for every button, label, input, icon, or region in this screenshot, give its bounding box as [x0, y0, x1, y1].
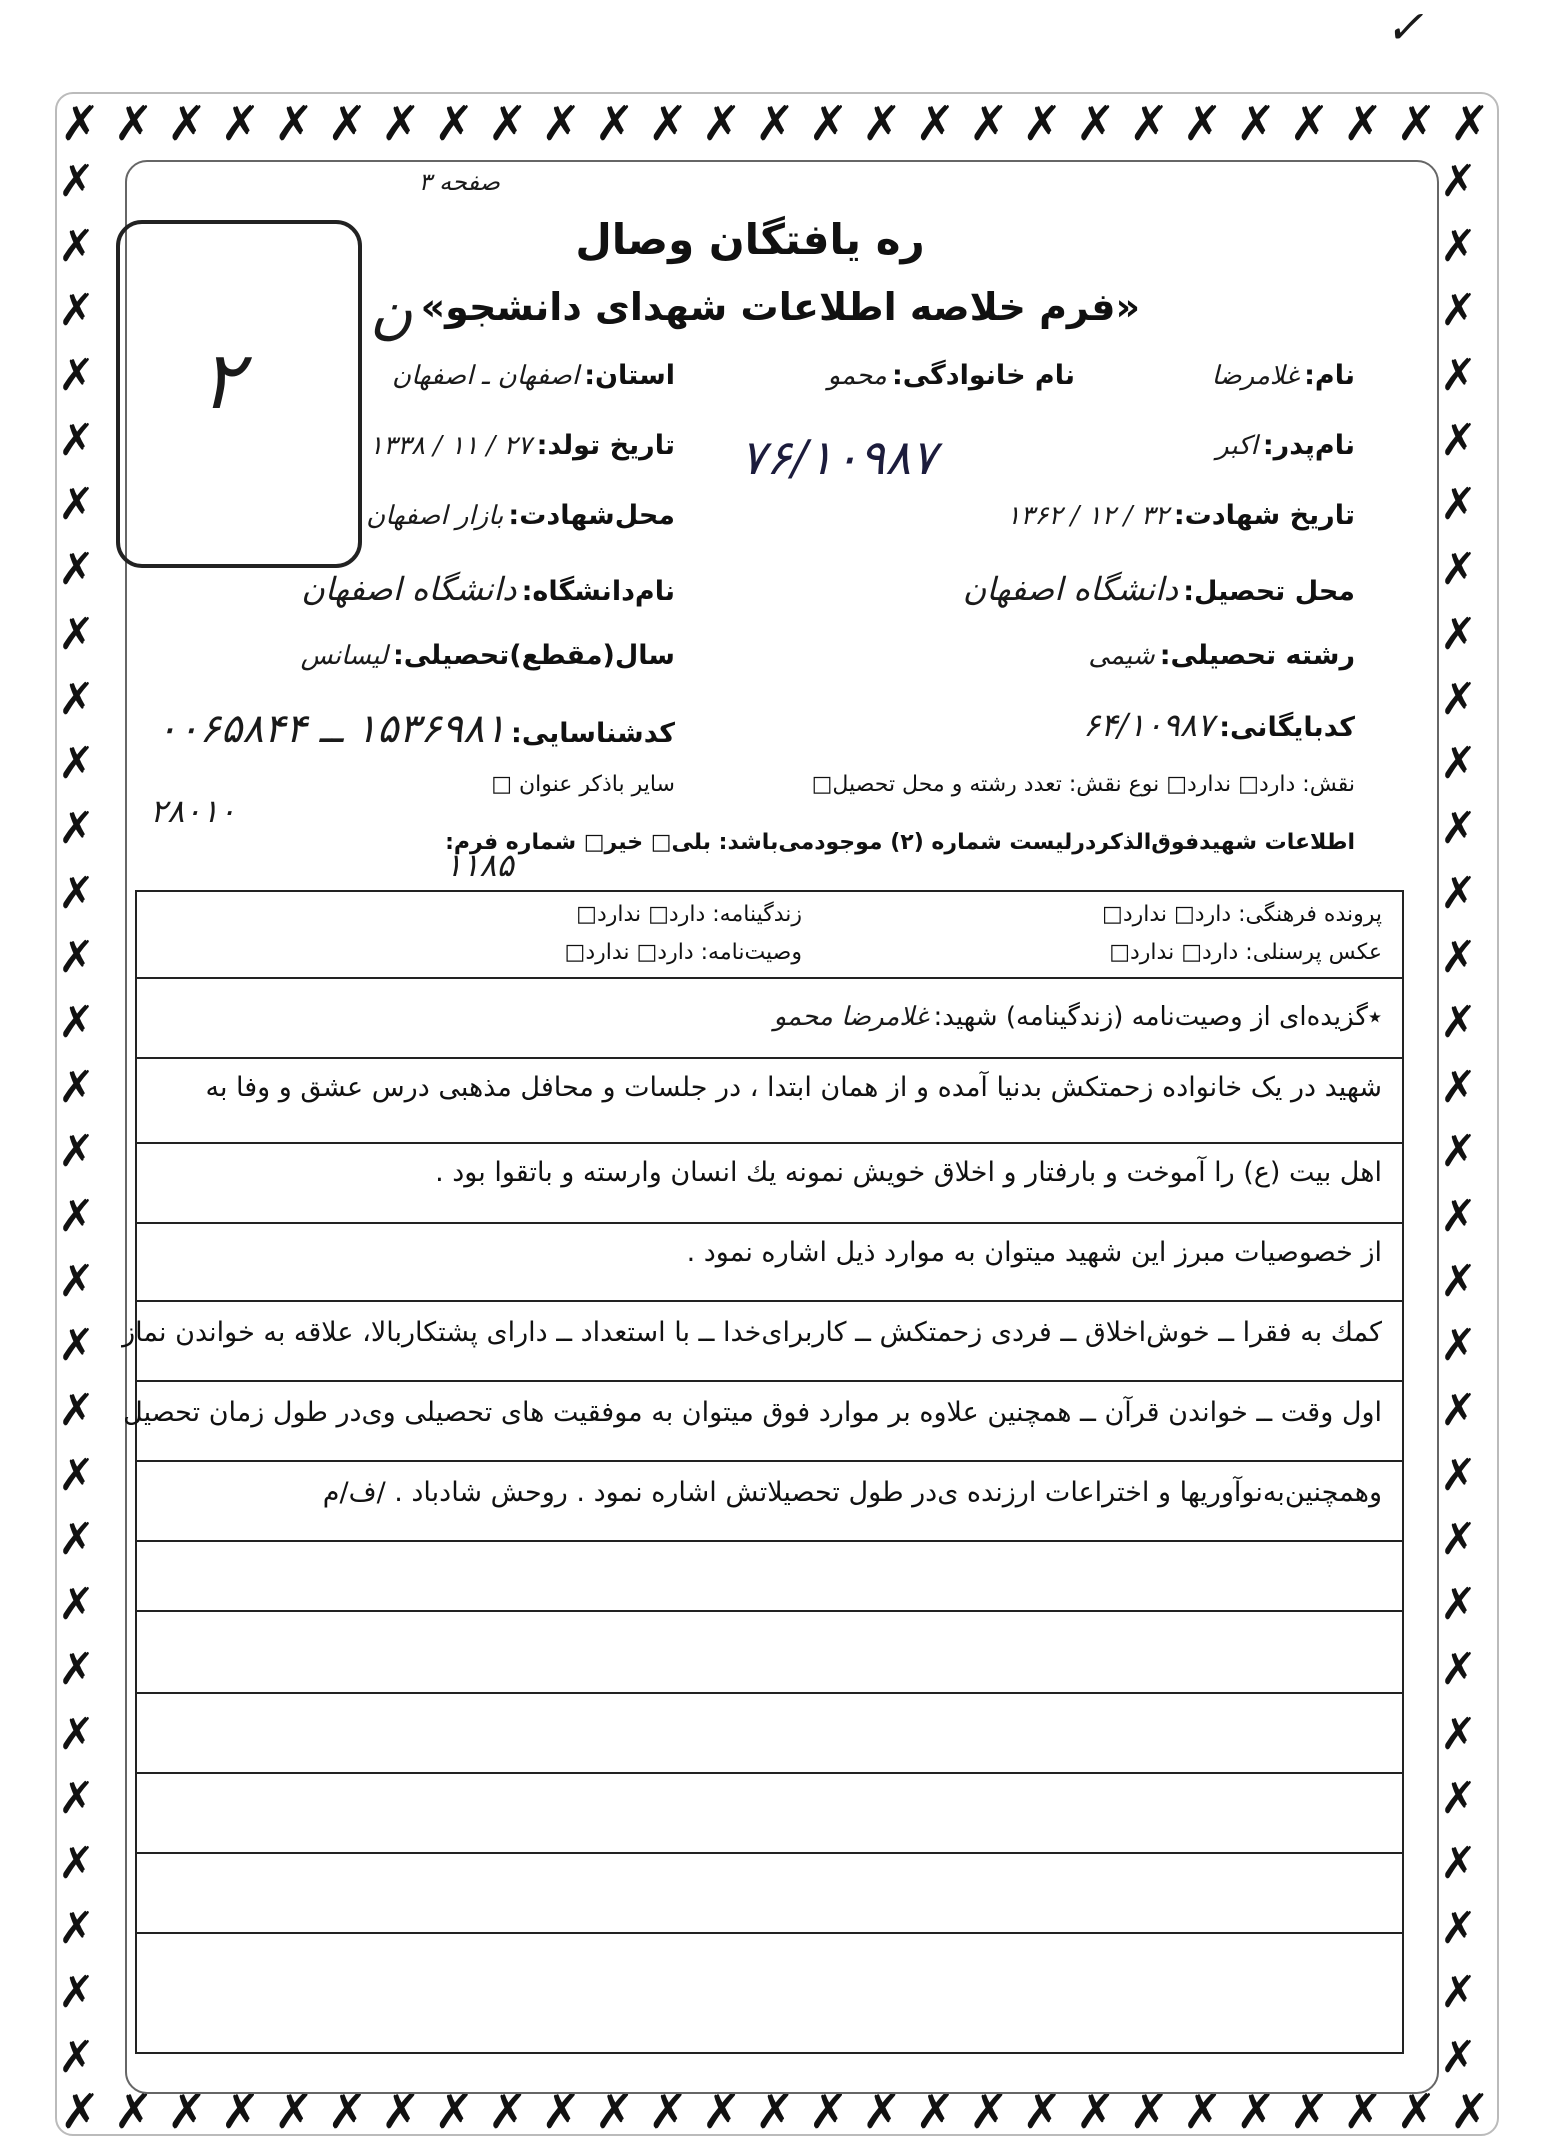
- essay-line: وهمچنین‌به‌نوآوریها و اختراعات ارزنده ی‌در طول تحصیلاتش اشاره نمود . روحش شادباد . /ف/م: [322, 1477, 1382, 1508]
- ornament-glyph: ✗: [58, 1643, 95, 1695]
- ornament-glyph: ✗: [1235, 2084, 1277, 2140]
- field-degree: [301, 640, 675, 671]
- ornament-glyph: ✗: [594, 2084, 635, 2140]
- ornament-glyph: ✗: [594, 96, 635, 152]
- table-rule: [137, 1610, 1402, 1612]
- field-national-id-label: کدشناسایی:: [511, 718, 675, 749]
- field-province-label: استان:: [584, 360, 675, 391]
- ornament-glyph: ✗: [1440, 1708, 1477, 1760]
- excerpt-heading: [774, 1002, 1382, 1032]
- ornament-border-right: [1440, 156, 1477, 2083]
- ornament-glyph: ✗: [113, 96, 154, 152]
- ornament-glyph: ✗: [1289, 96, 1330, 152]
- essay-line: اول وقت ــ خواندن قرآن ــ همچنین علاوه بر موارد فوق میتوان به موفقیت های تحصیلی وی‌در طول زمان تحصیل: [123, 1397, 1382, 1428]
- ornament-glyph: ✗: [968, 96, 1009, 152]
- ornament-glyph: ✗: [58, 1061, 95, 1113]
- ornament-glyph: ✗: [1440, 285, 1477, 337]
- ornament-glyph: ✗: [808, 2084, 849, 2140]
- field-martyrdom-place-value: بازار اصفهان: [366, 501, 504, 531]
- ornament-glyph: ✗: [58, 2031, 95, 2083]
- ornament-glyph: ✗: [541, 96, 582, 152]
- ornament-glyph: ✗: [58, 1255, 95, 1307]
- ornament-glyph: ✗: [1440, 1191, 1477, 1242]
- ornament-glyph: ✗: [58, 738, 95, 790]
- field-family-label: نام خانوادگی:: [891, 360, 1075, 391]
- ornament-glyph: ✗: [58, 1320, 95, 1372]
- table-rule: [137, 1852, 1402, 1854]
- ornament-glyph: ✗: [58, 1385, 95, 1437]
- table-rule: [137, 1222, 1402, 1224]
- ornament-glyph: ✗: [701, 2084, 742, 2140]
- ornament-glyph: ✗: [1289, 2084, 1330, 2140]
- field-father: [1216, 430, 1355, 461]
- ornament-glyph: ✗: [968, 2084, 1009, 2140]
- field-birth-label: تاریخ تولد:: [536, 430, 675, 461]
- ornament-glyph: ✗: [166, 96, 208, 152]
- ornament-glyph: ✗: [647, 2084, 689, 2140]
- other-titles: سایر باذکر عنوان □: [491, 772, 675, 797]
- ornament-glyph: ✗: [1342, 2084, 1384, 2140]
- ornament-glyph: ✗: [380, 2084, 421, 2140]
- ornament-glyph: ✗: [1440, 1579, 1477, 1631]
- role-line: نقش: دارد□ ندارد□ نوع نقش: تعدد رشته و محل تحصیل□: [811, 772, 1355, 797]
- ornament-glyph: ✗: [60, 96, 101, 152]
- ornament-glyph: ✗: [58, 1514, 95, 1566]
- field-martyrdom-place: [366, 500, 675, 531]
- ornament-glyph: ✗: [58, 350, 95, 402]
- ornament-glyph: ✗: [434, 96, 475, 152]
- table-rule: [137, 977, 1402, 979]
- field-province: [392, 360, 675, 391]
- margin-note: ۲۸۰۱۰: [150, 792, 236, 830]
- ornament-glyph: ✗: [1182, 2084, 1223, 2140]
- will-check: وصیت‌نامه: دارد□ ندارد□: [564, 940, 802, 965]
- summary-table: [122, 890, 1404, 2054]
- ornament-glyph: ✗: [1022, 96, 1063, 152]
- ornament-glyph: ✗: [1449, 2084, 1490, 2140]
- field-study-place-value: دانشگاه اصفهان: [962, 570, 1179, 608]
- field-name-value: غلامرضا: [1211, 361, 1300, 391]
- ornament-glyph: ✗: [1440, 156, 1477, 207]
- ornament-glyph: ✗: [434, 2084, 475, 2140]
- ornament-glyph: ✗: [1440, 1320, 1477, 1372]
- ornament-glyph: ✗: [1440, 1837, 1477, 1889]
- ornament-glyph: ✗: [58, 220, 95, 272]
- ornament-glyph: ✗: [1440, 544, 1477, 596]
- list-info: اطلاعات شهیدفوق‌الذکردرلیست شماره (۲) موجودمی‌باشد: بلی□ خیر□ شماره فرم:: [445, 830, 1355, 855]
- ornament-border-bottom: [60, 2084, 1490, 2140]
- ornament-glyph: ✗: [1396, 96, 1437, 152]
- field-name: [1212, 360, 1355, 391]
- ornament-glyph: ✗: [1440, 1061, 1477, 1113]
- ornament-border-left: [58, 156, 95, 2083]
- ornament-glyph: ✗: [861, 2084, 903, 2140]
- ornament-glyph: ✗: [60, 2084, 101, 2140]
- table-rule: [137, 1380, 1402, 1382]
- ornament-glyph: ✗: [327, 2084, 368, 2140]
- ornament-glyph: ✗: [58, 544, 95, 596]
- header-hand-mark: ن: [370, 278, 413, 346]
- ornament-glyph: ✗: [58, 1191, 95, 1242]
- field-archive-code: [1083, 706, 1355, 744]
- essay-line: از خصوصیات مبرز این شهید میتوان به موارد ذیل اشاره نمود .: [686, 1237, 1382, 1268]
- table-rule: [137, 1057, 1402, 1059]
- stamp-number: ۷۶/۱۰۹۸۷: [740, 430, 937, 486]
- ornament-glyph: ✗: [1129, 96, 1170, 152]
- field-major-label: رشته تحصیلی:: [1159, 640, 1355, 671]
- ornament-glyph: ✗: [1440, 1967, 1477, 2019]
- ornament-border-top: [60, 96, 1490, 152]
- essay-line: اهل بیت (ع) را آموخت و بارفتار و اخلاق خویش نمونه یك انسان وارسته و باتقوا بود .: [435, 1157, 1382, 1188]
- ornament-glyph: ✗: [1342, 96, 1384, 152]
- ornament-glyph: ✗: [1440, 350, 1477, 402]
- field-archive-code-label: کدبایگانی:: [1219, 712, 1355, 743]
- ornament-glyph: ✗: [273, 96, 315, 152]
- essay-line: شهید در یک خانواده زحمتکش بدنیا آمده و از همان ابتدا ، در جلسات و محافل مذهبی درس عشق و وفا به: [205, 1072, 1382, 1103]
- field-martyrdom-place-label: محل‌شهادت:: [508, 500, 675, 531]
- ornament-glyph: ✗: [327, 96, 368, 152]
- ornament-glyph: ✗: [220, 2084, 261, 2140]
- table-rule: [137, 1300, 1402, 1302]
- ornament-glyph: ✗: [220, 96, 261, 152]
- ornament-glyph: ✗: [1440, 867, 1477, 919]
- ornament-glyph: ✗: [1440, 802, 1477, 854]
- ornament-glyph: ✗: [1075, 2084, 1116, 2140]
- field-degree-value: لیسانس: [300, 641, 388, 671]
- ornament-glyph: ✗: [1440, 2031, 1477, 2083]
- ornament-glyph: ✗: [487, 96, 528, 152]
- ornament-glyph: ✗: [754, 96, 796, 152]
- table-rule: [137, 1932, 1402, 1934]
- ornament-glyph: ✗: [861, 96, 903, 152]
- ornament-glyph: ✗: [1440, 479, 1477, 531]
- ornament-glyph: ✗: [58, 414, 95, 466]
- table-rule: [137, 1142, 1402, 1144]
- ornament-glyph: ✗: [58, 608, 95, 660]
- ornament-glyph: ✗: [1440, 1385, 1477, 1437]
- field-province-value: اصفهان ـ اصفهان: [392, 361, 580, 391]
- field-martyrdom-date-label: تاریخ شهادت:: [1173, 500, 1355, 531]
- field-family: [828, 360, 1075, 391]
- photo-placeholder: [116, 220, 362, 568]
- ornament-glyph: ✗: [808, 96, 849, 152]
- field-study-place: [963, 570, 1355, 608]
- field-study-place-label: محل تحصیل:: [1183, 576, 1355, 607]
- ornament-glyph: ✗: [1440, 1902, 1477, 1954]
- ornament-glyph: ✗: [58, 996, 95, 1048]
- ornament-glyph: ✗: [487, 2084, 528, 2140]
- field-major: [1088, 640, 1355, 671]
- field-national-id-value: ۱۵۳۶۹۸۱ ــ ۰۰۶۵۸۴۴: [156, 706, 506, 752]
- field-university: [301, 570, 675, 608]
- field-father-label: نام‌پدر:: [1262, 430, 1355, 461]
- ornament-glyph: ✗: [58, 1126, 95, 1178]
- ornament-glyph: ✗: [380, 96, 421, 152]
- field-major-value: شیمی: [1088, 641, 1155, 671]
- field-university-label: نام‌دانشگاه:: [521, 576, 675, 607]
- excerpt-label: ٭گزیده‌ای از وصیت‌نامه (زندگینامه) شهید:: [933, 1002, 1382, 1032]
- ornament-glyph: ✗: [1440, 608, 1477, 660]
- ornament-glyph: ✗: [58, 932, 95, 984]
- excerpt-name: غلامرضا محمو: [773, 1002, 929, 1032]
- ornament-glyph: ✗: [1440, 1514, 1477, 1566]
- form-number: ۱۱۸۵: [445, 846, 514, 884]
- ornament-glyph: ✗: [58, 1773, 95, 1825]
- ornament-glyph: ✗: [58, 479, 95, 531]
- ornament-glyph: ✗: [701, 96, 742, 152]
- ornament-glyph: ✗: [113, 2084, 154, 2140]
- field-family-value: محمو: [827, 361, 887, 391]
- ornament-glyph: ✗: [58, 1449, 95, 1501]
- ornament-glyph: ✗: [1182, 96, 1223, 152]
- field-birth-date: [369, 430, 675, 461]
- field-father-value: اکبر: [1215, 431, 1258, 461]
- ornament-glyph: ✗: [1075, 96, 1116, 152]
- ornament-glyph: ✗: [1440, 1773, 1477, 1825]
- ornament-glyph: ✗: [58, 1708, 95, 1760]
- personal-photo-check: عکس پرسنلی: دارد□ ندارد□: [1109, 940, 1382, 965]
- ornament-glyph: ✗: [273, 2084, 315, 2140]
- field-martyrdom-date: [1006, 500, 1355, 531]
- ornament-glyph: ✗: [1440, 932, 1477, 984]
- ornament-glyph: ✗: [1440, 414, 1477, 466]
- field-archive-code-value: ۶۴/۱۰۹۸۷: [1083, 706, 1215, 744]
- field-martyrdom-date-value: ۳۲ / ۱۲ / ۱۳۶۲: [1006, 501, 1169, 531]
- ornament-glyph: ✗: [58, 867, 95, 919]
- ornament-glyph: ✗: [1440, 220, 1477, 272]
- field-degree-label: سال(مقطع)تحصیلی:: [392, 640, 675, 671]
- ornament-glyph: ✗: [1022, 2084, 1063, 2140]
- ornament-glyph: ✗: [1440, 1126, 1477, 1178]
- ornament-glyph: ✗: [58, 673, 95, 725]
- ornament-glyph: ✗: [58, 1902, 95, 1954]
- photo-hand-mark: ‫۲‬: [200, 334, 243, 427]
- culture-file-check: پرونده فرهنگی: دارد□ ندارد□: [1102, 902, 1382, 927]
- page-number: صفحه ۳: [418, 168, 500, 196]
- ornament-glyph: ✗: [1440, 1643, 1477, 1695]
- ornament-glyph: ✗: [1440, 1449, 1477, 1501]
- biography-check: زندگینامه: دارد□ ندارد□: [576, 902, 802, 927]
- ornament-glyph: ✗: [58, 1837, 95, 1889]
- form-subtitle: «فرم خلاصه اطلاعات شهدای دانشجو»: [420, 285, 1140, 329]
- ornament-glyph: ✗: [166, 2084, 208, 2140]
- ornament-glyph: ✗: [915, 96, 956, 152]
- ornament-glyph: ✗: [915, 2084, 956, 2140]
- ornament-glyph: ✗: [1449, 96, 1490, 152]
- ornament-glyph: ✗: [1440, 673, 1477, 725]
- ornament-glyph: ✗: [1235, 96, 1277, 152]
- ornament-glyph: ✗: [1440, 996, 1477, 1048]
- field-national-id: [156, 706, 675, 752]
- ornament-glyph: ✗: [58, 1579, 95, 1631]
- table-rule: [137, 1692, 1402, 1694]
- field-university-value: دانشگاه اصفهان: [301, 570, 517, 608]
- ornament-glyph: ✗: [1396, 2084, 1437, 2140]
- essay-line: کمك به فقرا ــ خوش‌اخلاق ــ فردی زحمتکش ــ کاربرای‌خدا ــ با استعداد ــ دارای پشتکاربالا، علاقه به خواندن نماز: [122, 1317, 1382, 1348]
- corner-check-mark: ✓: [1385, 0, 1424, 54]
- ornament-glyph: ✗: [1440, 1255, 1477, 1307]
- table-rule: [137, 1460, 1402, 1462]
- field-birth-value: ۲۷ / ۱۱ / ۱۳۳۸: [369, 431, 532, 461]
- ornament-glyph: ✗: [541, 2084, 582, 2140]
- ornament-glyph: ✗: [647, 96, 689, 152]
- ornament-glyph: ✗: [58, 156, 95, 207]
- ornament-glyph: ✗: [58, 1967, 95, 2019]
- page-title: ره یافتگان وصال: [575, 215, 925, 264]
- ornament-glyph: ✗: [58, 285, 95, 337]
- ornament-glyph: ✗: [58, 802, 95, 854]
- field-name-label: نام:: [1304, 360, 1355, 391]
- table-rule: [137, 1772, 1402, 1774]
- ornament-glyph: ✗: [754, 2084, 796, 2140]
- table-rule: [137, 1540, 1402, 1542]
- ornament-glyph: ✗: [1440, 738, 1477, 790]
- ornament-glyph: ✗: [1129, 2084, 1170, 2140]
